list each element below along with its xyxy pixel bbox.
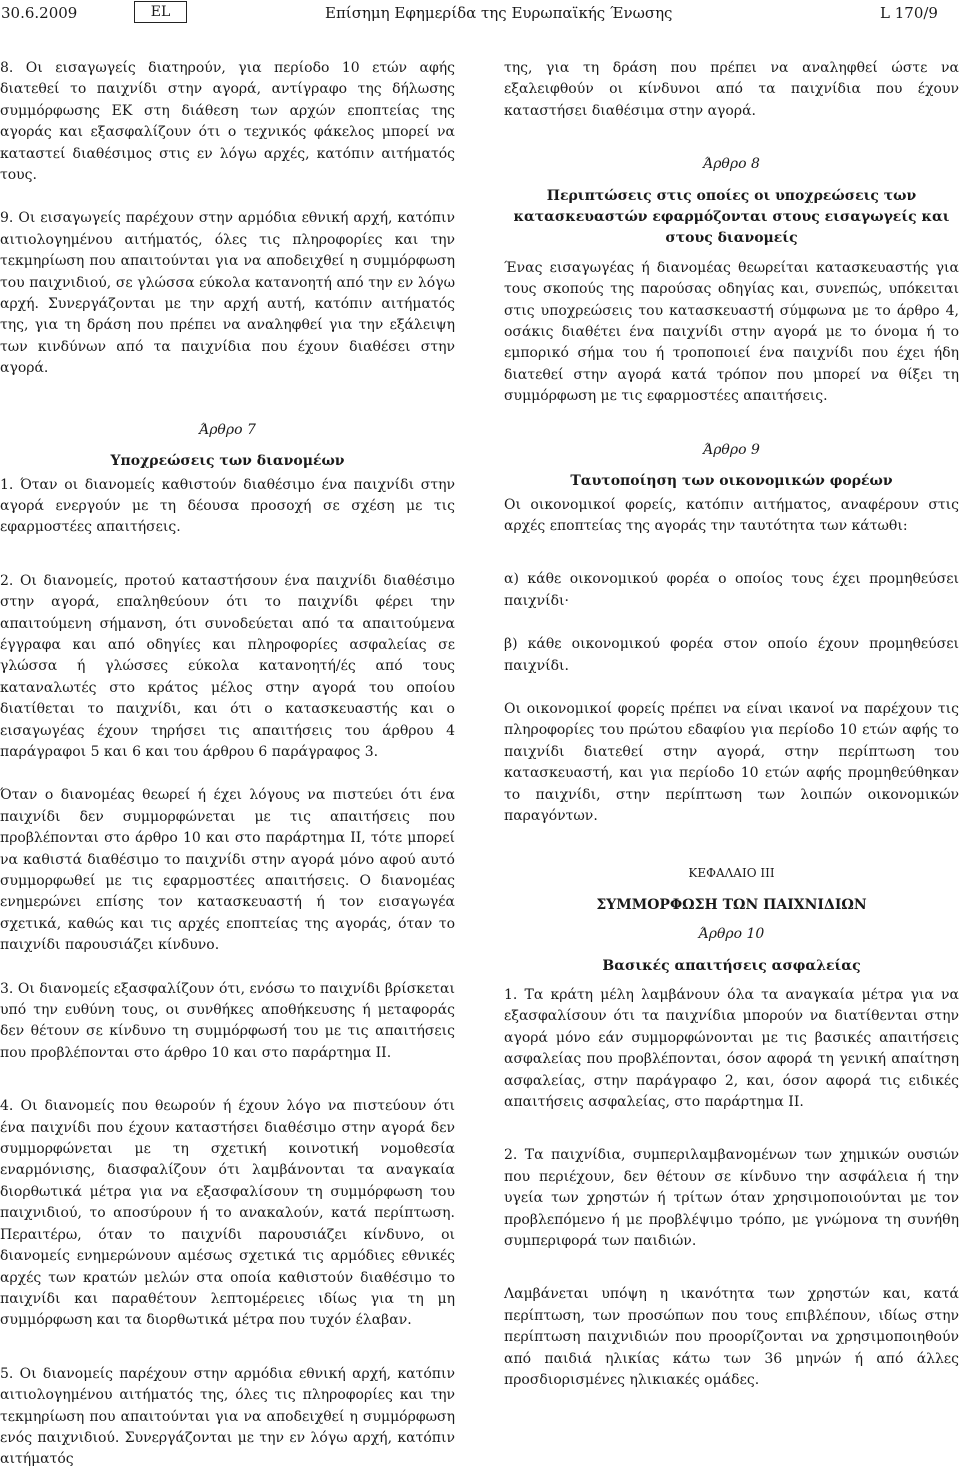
article-9-intro: Οι οικονομικοί φορείς, κατόπιν αιτήματος, αναφέρουν στις αρχές εποπτείας της αγοράς την ταυτότητα των κάτωθι:	[504, 496, 959, 534]
paragraph-8: 8. Οι εισαγωγείς διατηρούν, για περίοδο 10 ετών αφής διατεθεί το παιχνίδι στην αγορά, αντίγραφο της δήλωσης συμμόρφωσης ΕΚ στη διάθεση των αρχών εποπτείας της αγοράς και εξασφαλίζουν ότι ο τεχνικός φάκελος μπορεί να καταστεί διαθέσιμος στις εν λόγω αρχές, κατόπιν αιτήματός τους.	[0, 60, 455, 184]
paragraph-9: 9. Οι εισαγωγείς παρέχουν στην αρμόδια εθνική αρχή, κατόπιν αιτιολογημένου αιτήματός, όλες τις πληροφορίες και την τεκμηρίωση που απαιτούνται για να αποδειχθεί η συμμόρφωση του παιχνιδιού, σε γλώσσα εύκολα κατανοητή από την εν λόγω αρχή. Συνεργάζονται με την αρχή αυτή, κατόπιν αιτήματός της, για τη δράση που πρέπει να αναληφθεί για την εξάλειψη των κινδύνων από τα παιχνίδια που έχουν διαθέσει στην αγορά.	[0, 210, 455, 377]
issue-date: 30.6.2009	[1, 4, 78, 22]
language-badge: EL	[134, 1, 187, 23]
right-column	[504, 58, 959, 1393]
page-number: L 170/9	[880, 4, 938, 22]
article-7-label: Άρθρο 7	[199, 421, 256, 438]
article-8-title: Περιπτώσεις στις οποίες οι υποχρεώσεις των κατασκευαστών εφαρμόζονται στους εισαγωγείς και στους διανομείς	[513, 187, 950, 247]
article-9-label: Άρθρο 9	[703, 441, 760, 458]
chapter-label: ΚΕΦΑΛΑΙΟ III	[688, 866, 775, 881]
article-7-paragraph-1: 1. Όταν οι διανομείς καθιστούν διαθέσιμο ένα παιχνίδι στην αγορά ενεργούν με τη δέουσα προσοχή σε σχέση με τις εφαρμοστέες απαιτήσεις.	[0, 476, 455, 536]
left-column	[0, 58, 455, 1468]
article-10-paragraph-1: 1. Τα κράτη μέλη λαμβάνουν όλα τα αναγκαία μέτρα για να εξασφαλίσουν ότι τα παιχνίδια μπορούν να διατίθενται στην αγορά μόνο εάν συμμορφώνονται με τις βασικές απαιτήσεις ασφαλείας που προβλέπονται, όσον αφορά τη γενική απαίτηση ασφαλείας, στην παράγραφο 2, και, όσον αφορά τις ειδικές απαιτήσεις ασφαλείας, στο παράρτημα II.	[504, 987, 959, 1111]
article-7-title: Υποχρεώσεις των διανομέων	[110, 453, 345, 470]
article-7-paragraph-2b: Όταν ο διανομέας θεωρεί ή έχει λόγους να πιστεύει ότι ένα παιχνίδι δεν συμμορφώνεται με τις απαιτήσεις που προβλέπονται στο άρθρο 10 και στο παράρτημα II, τότε μπορεί να καθιστά διαθέσιμο το παιχνίδι στην αγορά μόνο αφού αυτό συμμορφωθεί με τις εφαρμοστέες απαιτήσεις. Ο διανομέας ενημερώνει επίσης τον κατασκευαστή ή τον εισαγωγέα σχετικά, καθώς και τις αρχές εποπτείας της αγοράς, όταν το παιχνίδι παρουσιάζει κίνδυνο.	[0, 787, 455, 954]
article-7-paragraph-2: 2. Οι διανομείς, προτού καταστήσουν ένα παιχνίδι διαθέσιμο στην αγορά, επαληθεύουν ότι το παιχνίδι φέρει την απαιτούμενη σήμανση, ότι συνοδεύεται από τα απαιτούμενα έγγραφα και από οδηγίες και πληροφορίες ασφαλείας σε γλώσσα ή γλώσσες εύκολα κατανοητή/ές από τους καταναλωτές στο κράτος μέλος στην αγορά του οποίου διατίθεται το παιχνίδι, και ότι ο κατασκευαστής και ο εισαγωγέας έχουν τηρήσει τις απαιτήσεις του άρθρου 4 παράγραφοι 5 και 6 και του άρθρου 6 παράγραφος 3.	[0, 572, 455, 760]
article-10-title: Βασικές απαιτήσεις ασφαλείας	[602, 957, 861, 974]
article-10-paragraph-2: 2. Τα παιχνίδια, συμπεριλαμβανομένων των χημικών ουσιών που περιέχουν, δεν θέτουν σε κίνδυνο την ασφάλεια ή την υγεία των χρηστών ή τρίτων όταν χρησιμοποιούνται με τον προβλεπόμενο ή με προβλέψιμο τρόπο, με γνώμονα τη συνήθη συμπεριφορά των παιδιών.	[504, 1147, 959, 1250]
article-7-paragraph-5: 5. Οι διανομείς παρέχουν στην αρμόδια εθνική αρχή, κατόπιν αιτιολογημένου αιτήματός της, όλες τις πληροφορίες και την τεκμηρίωση που απαιτούνται για να αποδειχθεί η συμμόρφωση ενός παιχνιδιού. Συνεργάζονται με την εν λόγω αρχή, κατόπιν αιτήματός	[0, 1365, 455, 1468]
article-8-text: Ένας εισαγωγέας ή διανομέας θεωρείται κατασκευαστής για τους σκοπούς της παρούσας οδηγίας και, συνεπώς, υπόκειται στις υποχρεώσεις του κατασκευαστή σύμφωνα με το άρθρο 4, οσάκις διαθέτει ένα παιχνίδι στην αγορά με το όνομα ή το εμπορικό σήμα του ή τροποποιεί ένα παιχνίδι που έχει ήδη διατεθεί στην αγορά κατά τρόπον που μπορεί να θίξει τη συμμόρφωση με τις εφαρμοστέες απαιτήσεις.	[504, 259, 959, 405]
article-9-text-2: Οι οικονομικοί φορείς πρέπει να είναι ικανοί να παρέχουν τις πληροφορίες του πρώτου εδαφίου για περίοδο 10 ετών αφής το παιχνίδι διατεθεί στην αγορά, στην περίπτωση του κατασκευαστή, και για περίοδο 10 ετών αφής προμηθεύθηκαν το παιχνίδι, στην περίπτωση των λοιπών οικονομικών παραγόντων.	[504, 700, 959, 824]
journal-title: Επίσημη Εφημερίδα της Ευρωπαϊκής Ένωσης	[325, 4, 673, 22]
article-7-paragraph-3: 3. Οι διανομείς εξασφαλίζουν ότι, ενόσω το παιχνίδι βρίσκεται υπό την ευθύνη τους, οι συνθήκες αποθήκευσης ή μεταφοράς δεν θέτουν σε κίνδυνο τη συμμόρφωσή του με τις απαιτήσεις που προβλέπονται στο άρθρο 10 και στο παράρτημα II.	[0, 980, 455, 1061]
continuation-paragraph: της, για τη δράση που πρέπει να αναληφθεί ώστε να εξαλειφθούν οι κίνδυνοι από τα παιχνίδια που έχουν καταστήσει διαθέσιμα στην αγορά.	[504, 60, 959, 119]
article-8-label: Άρθρο 8	[703, 156, 760, 173]
page-header	[0, 2, 960, 26]
article-10-paragraph-3: Λαμβάνεται υπόψη η ικανότητα των χρηστών και, κατά περίπτωση, των προσώπων που τους επιβλέπουν, ιδίως στην περίπτωση παιχνιδιών που προορίζονται να χρησιμοποιηθούν από παιδιά ηλικίας κάτω των 36 μηνών ή από άλλες προσδιορισμένες ηλικιακές ομάδες.	[504, 1286, 959, 1389]
article-10-label: Άρθρο 10	[698, 926, 765, 943]
article-9-item-a: α) κάθε οικονομικού φορέα ο οποίος τους έχει προμηθεύσει παιχνίδι·	[504, 571, 959, 609]
article-7-paragraph-4: 4. Οι διανομείς που θεωρούν ή έχουν λόγο να πιστεύουν ότι ένα παιχνίδι που έχουν καταστήσει διαθέσιμο στην αγορά δεν συμμορφώνεται με τη σχετική κοινοτική νομοθεσία εναρμόνισης, διασφαλίζουν ότι λαμβάνονται τα αναγκαία διορθωτικά μέτρα για να εξασφαλίσουν τη συμμόρφωση του παιχνιδιού, το αποσύρουν ή το ανακαλούν, κατά περίπτωση. Περαιτέρω, όταν το παιχνίδι παρουσιάζει κίνδυνο, οι διανομείς ενημερώνουν αμέσως σχετικά τις αρμόδιες εθνικές αρχές των κρατών μελών στα οποία καθιστούν διαθέσιμο το παιχνίδι και παραθέτουν λεπτομέρειες ιδίως για τη μη συμμόρφωση και τα διορθωτικά μέτρα που τυχόν έλαβαν.	[0, 1098, 455, 1329]
article-9-item-b: β) κάθε οικονομικού φορέα στον οποίο έχουν προμηθεύσει παιχνίδι.	[504, 636, 959, 674]
article-9-title: Ταυτοποίηση των οικονομικών φορέων	[570, 473, 893, 490]
chapter-title: ΣΥΜΜΟΡΦΩΣΗ ΤΩΝ ΠΑΙΧΝΙΔΙΩΝ	[596, 896, 867, 913]
